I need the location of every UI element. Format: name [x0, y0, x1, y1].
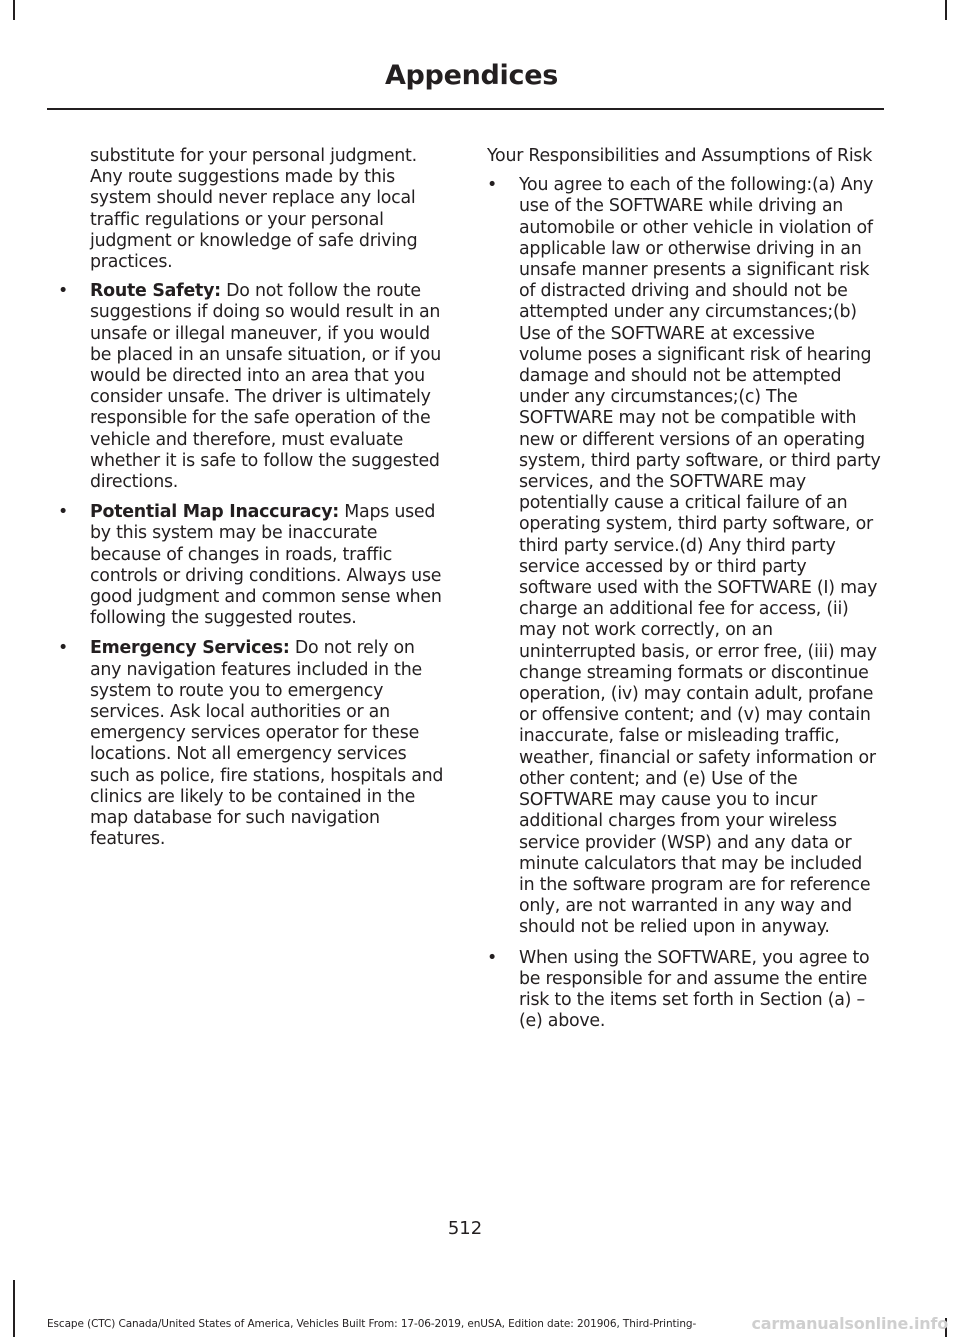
bullet-icon: • — [58, 281, 69, 302]
list-item-emergency-services — [58, 638, 448, 850]
bullet-text: When using the SOFTWARE, you agree to be responsible for and assume the entire risk to the items set forth in Section (a) – (e) above. — [519, 947, 870, 1032]
section-heading: Your Responsibilities and Assumptions of Risk — [487, 146, 873, 166]
right-column — [487, 146, 881, 1041]
list-item-route-safety — [58, 281, 448, 493]
bullet-text: Do not rely on any navigation features included in the system to route you to emergency services. Ask local authorities or an emergency services operator for these locations. Not all emergency services such as police, fire stations, hospitals and clinics are likely to be contained in the map database for such navigation features. — [90, 638, 444, 850]
page-header — [47, 60, 884, 110]
crop-mark-bottom-left — [13, 1280, 15, 1337]
list-item-map-inaccuracy — [58, 502, 448, 629]
page-number: 512 — [447, 1218, 483, 1239]
page-title: Appendices — [384, 60, 558, 91]
list-item-agreement — [487, 175, 881, 938]
footer-note: Escape (CTC) Canada/United States of America, Vehicles Built From: 17-06-2019, enUSA, Edition date: 201906, Third-Printing- — [47, 1318, 697, 1330]
bullet-icon: • — [487, 175, 498, 196]
bullet-term: Potential Map Inaccuracy: — [90, 502, 339, 523]
bullet-text: Maps used by this system may be inaccurate because of changes in roads, traffic controls or driving conditions. Always use good judgment and common sense when following the suggested routes. — [90, 502, 442, 629]
bullet-term: Emergency Services: — [90, 638, 290, 659]
bullet-text: You agree to each of the following:(a) Any use of the SOFTWARE while driving an automobile or other vehicle in violation of applicable law or otherwise driving in an unsafe manner presents a significant risk of distracted driving and should not be attempted under any circumstances;(b) Use of the SOFTWARE at excessive volume poses a significant risk of hearing damage and should not be attempted under any circumstances;(c) The SOFTWARE may not be compatible with new or different versions of an operating system, third party software, or third party services, and the SOFTWARE may potentially cause a critical failure of an operating system, third party software, or third party service.(d) Any third party service accessed by or third party software used with the SOFTWARE (I) may charge an additional fee for access, (ii) may not work correctly, on an uninterrupted basis, or error free, (iii) may change streaming formats or discontinue operation, (iv) may contain adult, profane or offensive content; and (v) may contain inaccurate, false or misleading traffic, weather, financial or safety information or other content; and (e) Use of the SOFTWARE may cause you to incur additional charges from your wireless service provider (WSP) and any data or minute calculators that may be included in the software program are for reference only, are not warranted in any way and should not be relied upon in anyway. — [519, 175, 881, 938]
bullet-text: Do not follow the route suggestions if doing so would result in an unsafe or illegal maneuver, if you would be placed in an unsafe situation, or if you would be directed into an area that you consider unsafe. The driver is ultimately responsible for the safe operation of the vehicle and therefore, must evaluate whether it is safe to follow the suggested directions. — [90, 281, 442, 493]
bullet-term: Route Safety: — [90, 281, 221, 302]
left-column — [58, 146, 448, 860]
crop-mark-top-left — [13, 0, 15, 20]
crop-mark-top-right — [945, 0, 947, 20]
bullet-icon: • — [58, 638, 69, 659]
bullet-icon: • — [58, 502, 69, 523]
bullet-icon: • — [487, 947, 498, 968]
list-item-responsibility — [487, 948, 881, 1033]
watermark: carmanualsonline.info — [751, 1314, 948, 1333]
intro-paragraph: substitute for your personal judgment. Any route suggestions made by this system should never replace any local traffic regulations or your personal judgment or knowledge of safe driving practices. — [90, 146, 418, 273]
